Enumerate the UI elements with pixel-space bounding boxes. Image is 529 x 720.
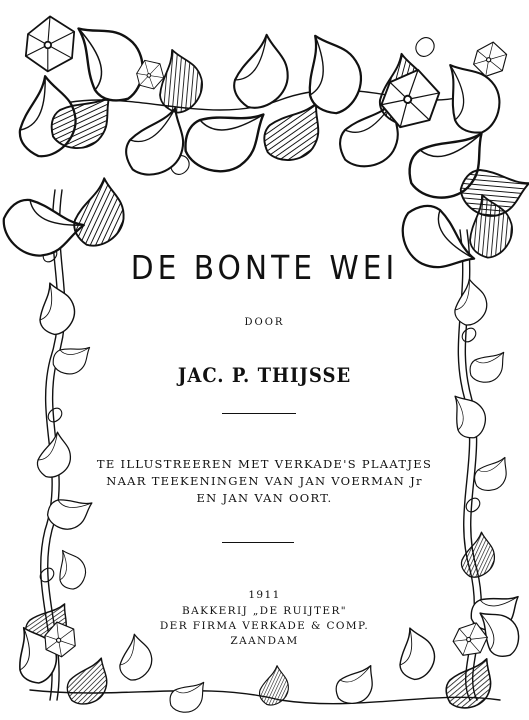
- publisher-city: ZAANDAM: [230, 635, 299, 647]
- author-name: JAC. P. THIJSSE: [177, 363, 352, 387]
- divider-rule-bottom: [222, 542, 294, 543]
- publisher-line-2: DER FIRMA VERKADE & COMP.: [159, 620, 370, 632]
- publisher-line-1: BAKKERIJ „DE RUIJTER": [181, 605, 348, 617]
- divider-rule-top: [222, 413, 296, 414]
- description-line-3: EN JAN VAN OORT.: [196, 491, 333, 505]
- description-line-1: TE ILLUSTREEREN MET VERKADE'S PLAATJES: [96, 457, 433, 471]
- publication-year: 1911: [248, 589, 281, 601]
- by-label: DOOR: [244, 317, 285, 328]
- description-line-2: NAAR TEEKENINGEN VAN JAN VOERMAN Jr: [106, 474, 423, 488]
- book-title: DE BONTE WEI: [130, 248, 399, 287]
